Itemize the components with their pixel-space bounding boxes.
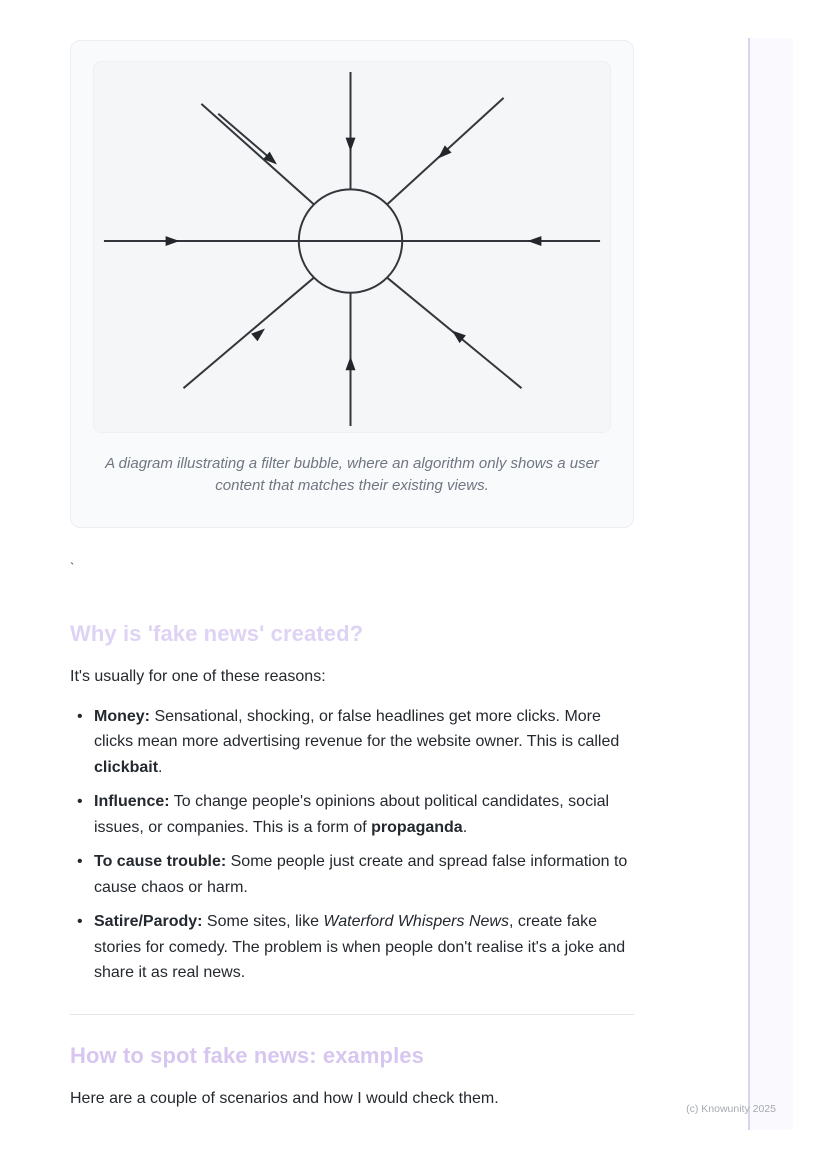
diagram-rays bbox=[104, 72, 600, 426]
figure-card bbox=[70, 40, 634, 528]
figure-caption: A diagram illustrating a filter bubble, where an algorithm only shows a user content that matches their existing views. bbox=[105, 455, 599, 494]
filter-bubble-svg bbox=[94, 62, 610, 432]
diagram-arrowheads bbox=[166, 138, 542, 371]
document-page bbox=[70, 40, 634, 1111]
section-divider bbox=[70, 1014, 634, 1015]
reason-item: • Influence: To change people's opinions about political candidates, social issues, or companies. This is a form of propaganda. bbox=[70, 789, 634, 840]
section-heading-spot: How to spot fake news: examples bbox=[70, 1042, 424, 1068]
reasons-list bbox=[70, 704, 634, 986]
section-heading-why: Why is 'fake news' created? bbox=[70, 621, 364, 646]
section-intro-spot: Here are a couple of scenarios and how I would check them. bbox=[70, 1089, 499, 1107]
reason-item: • To cause trouble: Some people just create and spread false information to cause chaos or harm. bbox=[70, 849, 634, 900]
reason-item: • Money: Sensational, shocking, or false headlines get more clicks. More clicks mean more advertising revenue for the website owner. This is called clickbait. bbox=[70, 704, 634, 781]
section-intro-why: It's usually for one of these reasons: bbox=[70, 668, 326, 685]
reason-item: • Satire/Parody: Some sites, like Waterford Whispers News, create fake stories for comedy. The problem is when people don't realise it's a joke and share it as real news. bbox=[70, 909, 634, 986]
copyright-text: (c) Knowunity 2025 bbox=[686, 1103, 776, 1115]
filter-bubble-diagram bbox=[93, 61, 611, 433]
stray-backtick: ` bbox=[70, 560, 75, 575]
page-edge-band bbox=[748, 38, 793, 1130]
